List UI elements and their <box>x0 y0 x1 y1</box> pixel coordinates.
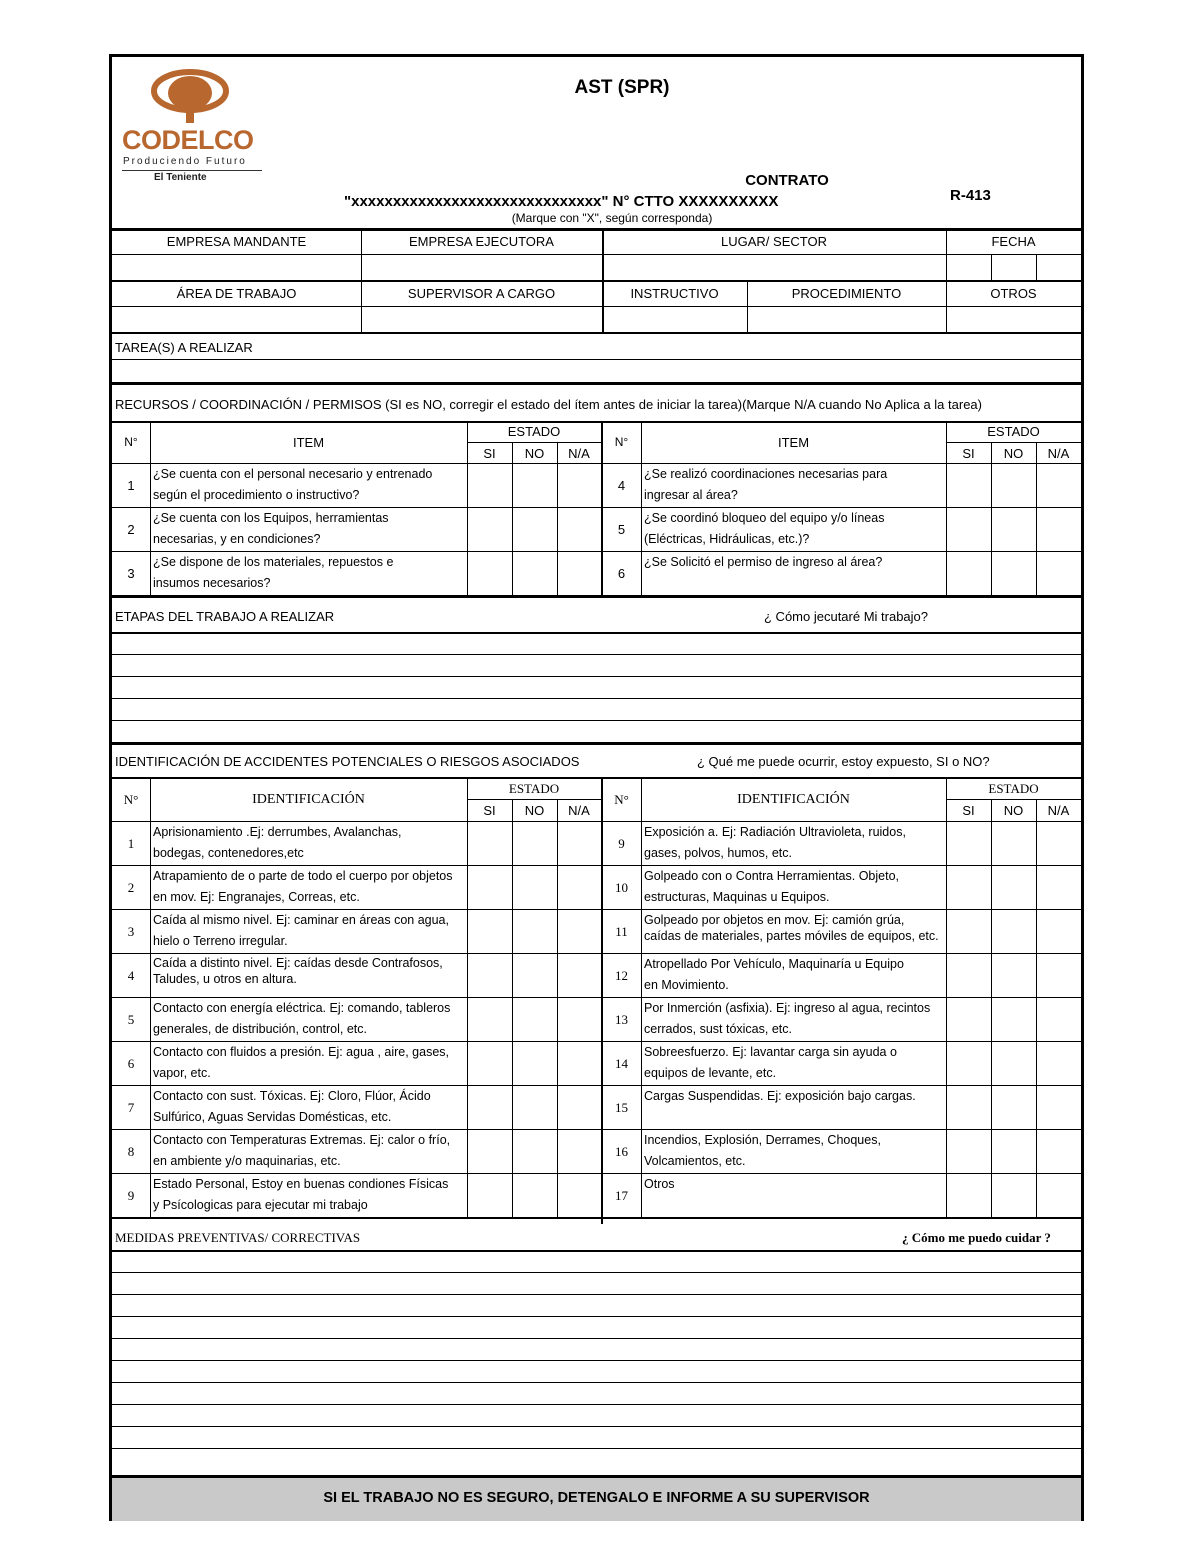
footer-warning-bar <box>112 1475 1081 1521</box>
etapa-line-field[interactable] <box>112 655 1081 676</box>
riesgo-row-text: Exposición a. Ej: Radiación Ultravioleta, ruidos, gases, polvos, humos, etc. <box>644 825 906 860</box>
label-otros: OTROS <box>990 286 1037 301</box>
recursos-row-text: ¿Se realizó coordinaciones necesarias para ingresar al área? <box>644 467 888 502</box>
riesgo-row-number: 7 <box>127 1100 135 1115</box>
recursos-5-na-checkbox[interactable] <box>1037 508 1081 551</box>
riesgos-col-na-left: N/A <box>568 803 590 818</box>
logo-tagline: Produciendo Futuro <box>123 156 247 167</box>
riesgo-row-text: Golpeado con o Contra Herramientas. Objeto, estructuras, Maquinas u Equipos. <box>644 869 899 904</box>
recursos-4-na-checkbox[interactable] <box>1037 464 1081 507</box>
riesgo-row-text: Caída al mismo nivel. Ej: caminar en áreas con agua, hielo o Terreno irregular. <box>153 913 449 948</box>
etapa-line-field[interactable] <box>112 677 1081 698</box>
recursos-6-si-checkbox[interactable] <box>947 552 991 595</box>
label-procedimiento: PROCEDIMIENTO <box>791 286 902 301</box>
riesgo-row-number: 13 <box>615 1012 628 1027</box>
riesgo-row-text: Estado Personal, Estoy en buenas condiones Físicas y Psícologicas para ejecutar mi trabajo <box>153 1177 449 1212</box>
tareas-label: TAREA(S) A REALIZAR <box>115 340 253 355</box>
riesgos-col-na-right: N/A <box>1047 803 1070 818</box>
riesgo-row-number: 3 <box>127 924 135 939</box>
riesgo-row-number: 1 <box>127 836 135 851</box>
recursos-col-item-left: ITEM <box>292 435 325 450</box>
riesgo-row-number: 2 <box>127 880 135 895</box>
riesgos-col-si-right: SI <box>962 803 975 818</box>
etapas-question: ¿ Cómo jecutaré Mi trabajo? <box>764 609 929 624</box>
riesgos-right-checkbox-area[interactable] <box>947 822 1081 1217</box>
label-lugar-sector: LUGAR/ SECTOR <box>721 234 827 249</box>
riesgos-question: ¿ Qué me puede ocurrir, estoy expuesto, SI o NO? <box>697 754 990 769</box>
riesgo-row-number: 9 <box>127 1188 135 1203</box>
etapa-line-field[interactable] <box>112 634 1081 654</box>
recursos-1-no-checkbox[interactable] <box>513 464 557 507</box>
marking-instruction: (Marque con "X", según corresponda) <box>511 211 713 225</box>
riesgo-row-text: Contacto con energía eléctrica. Ej: comando, tableros generales, de distribución, control, etc. <box>153 1001 451 1036</box>
recursos-3-no-checkbox[interactable] <box>513 552 557 595</box>
lugar-sector-field[interactable] <box>604 255 946 280</box>
riesgo-row-number: 6 <box>127 1056 135 1071</box>
recursos-1-si-checkbox[interactable] <box>468 464 512 507</box>
empresa-mandante-field[interactable] <box>112 255 361 280</box>
footer-warning: SI EL TRABAJO NO ES SEGURO, DETENGALO E INFORME A SU SUPERVISOR <box>323 1490 870 1506</box>
label-supervisor: SUPERVISOR A CARGO <box>407 286 556 301</box>
recursos-row-text: ¿Se cuenta con los Equipos, herramientas necesarias, y en condiciones? <box>153 511 389 546</box>
riesgos-col-estado-left: ESTADO <box>508 781 560 796</box>
riesgos-col-estado-right: ESTADO <box>988 781 1039 796</box>
label-empresa-ejecutora: EMPRESA EJECUTORA <box>409 234 554 249</box>
logo-name: CODELCO <box>122 125 254 155</box>
instructivo-field[interactable] <box>604 307 747 332</box>
riesgo-row-text: Caída a distinto nivel. Ej: caídas desde Contrafosos, Taludes, u otros en altura. <box>153 956 443 986</box>
medidas-title: MEDIDAS PREVENTIVAS/ CORRECTIVAS <box>115 1230 361 1245</box>
recursos-2-na-checkbox[interactable] <box>558 508 601 551</box>
recursos-col-na-left: N/A <box>568 446 590 461</box>
riesgo-row-number: 5 <box>127 1012 135 1027</box>
riesgo-row-text: Contacto con fluidos a presión. Ej: agua , aire, gases, vapor, etc. <box>153 1045 450 1080</box>
riesgo-row-number: 15 <box>615 1100 628 1115</box>
recursos-2-no-checkbox[interactable] <box>513 508 557 551</box>
recursos-4-si-checkbox[interactable] <box>947 464 991 507</box>
recursos-row-text: ¿Se cuenta con el personal necesario y entrenado según el procedimiento o instructivo? <box>153 467 433 502</box>
recursos-4-no-checkbox[interactable] <box>992 464 1036 507</box>
riesgos-title: IDENTIFICACIÓN DE ACCIDENTES POTENCIALES O RIESGOS ASOCIADOS <box>115 754 580 769</box>
riesgo-row-text: Atrapamiento de o parte de todo el cuerpo por objetos en mov. Ej: Engranajes, Correas, etc. <box>153 869 453 904</box>
riesgo-row-text: Contacto con sust. Tóxicas. Ej: Cloro, Flúor, Ácido Sulfúrico, Aguas Servidas Domésticas, etc. <box>153 1089 431 1124</box>
area-trabajo-field[interactable] <box>112 307 361 332</box>
recursos-row-number: 2 <box>127 522 135 537</box>
medidas-lines-field[interactable] <box>112 1252 1081 1475</box>
otros-field[interactable] <box>947 307 1081 332</box>
fecha-year-field[interactable] <box>1037 255 1081 280</box>
recursos-row-number: 3 <box>127 566 135 581</box>
riesgo-row-number: 8 <box>127 1144 135 1159</box>
form-title: AST (SPR) <box>574 77 670 98</box>
recursos-col-si-left: SI <box>483 446 496 461</box>
contrato-label: CONTRATO <box>745 172 829 189</box>
recursos-col-no-left: NO <box>524 446 545 461</box>
supervisor-field[interactable] <box>362 307 602 332</box>
riesgos-left-checkbox-area[interactable] <box>468 822 601 1217</box>
recursos-title: RECURSOS / COORDINACIÓN / PERMISOS (SI es NO, corregir el estado del ítem antes de iniciar la tarea)(Marque N/A cuando No Aplica a la tarea) <box>115 397 982 412</box>
riesgos-col-n-left: N° <box>123 792 139 807</box>
etapa-line-field[interactable] <box>112 721 1081 742</box>
codelco-logo <box>122 67 282 182</box>
recursos-row-number: 5 <box>617 522 626 537</box>
riesgos-col-no-left: NO <box>524 803 545 818</box>
riesgo-row-number: 16 <box>615 1144 628 1159</box>
recursos-col-estado-right: ESTADO <box>987 424 1040 439</box>
riesgo-row-text: Aprisionamiento .Ej: derrumbes, Avalanchas, bodegas, contenedores,etc <box>153 825 402 860</box>
etapa-line-field[interactable] <box>112 699 1081 720</box>
riesgos-col-ident-left: IDENTIFICACIÓN <box>252 792 365 807</box>
riesgo-row-number: 14 <box>615 1056 628 1071</box>
riesgo-row-text: Cargas Suspendidas. Ej: exposición bajo cargas. <box>644 1089 916 1103</box>
recursos-6-no-checkbox[interactable] <box>992 552 1036 595</box>
logo-division: El Teniente <box>154 172 207 183</box>
recursos-6-na-checkbox[interactable] <box>1037 552 1081 595</box>
etapas-title: ETAPAS DEL TRABAJO A REALIZAR <box>115 609 335 624</box>
riesgo-row-number: 4 <box>127 968 135 983</box>
empresa-ejecutora-field[interactable] <box>362 255 602 280</box>
recursos-2-si-checkbox[interactable] <box>468 508 512 551</box>
recursos-row-number: 1 <box>127 478 135 493</box>
recursos-5-no-checkbox[interactable] <box>992 508 1036 551</box>
riesgo-row-number: 9 <box>618 836 625 851</box>
riesgo-row-text: Atropellado Por Vehículo, Maquinaría u Equipo en Movimiento. <box>644 957 904 992</box>
riesgo-row-text: Otros <box>644 1177 675 1191</box>
recursos-col-na-right: N/A <box>1047 446 1070 461</box>
recursos-row-text: ¿Se Solicitó el permiso de ingreso al área? <box>644 555 883 569</box>
riesgos-col-ident-right: IDENTIFICACIÓN <box>737 792 850 807</box>
riesgo-row-number: 12 <box>615 968 628 983</box>
codelco-emblem-icon <box>122 67 282 127</box>
recursos-row-number: 6 <box>617 566 626 581</box>
label-instructivo: INSTRUCTIVO <box>630 286 719 301</box>
procedimiento-field[interactable] <box>748 307 946 332</box>
recursos-col-n-right: N° <box>614 435 629 449</box>
ast-form <box>109 54 1084 1521</box>
tareas-field[interactable] <box>112 360 1081 382</box>
recursos-3-si-checkbox[interactable] <box>468 552 512 595</box>
recursos-col-n-left: N° <box>124 435 138 449</box>
label-fecha: FECHA <box>991 234 1036 249</box>
riesgo-row-number: 11 <box>615 924 628 939</box>
recursos-row-number: 4 <box>617 478 626 493</box>
riesgo-row-number: 10 <box>615 880 628 895</box>
recursos-col-si-right: SI <box>962 446 975 461</box>
riesgo-row-number: 17 <box>615 1188 628 1203</box>
recursos-row-text: ¿Se dispone de los materiales, repuestos e insumos necesarios? <box>153 555 394 590</box>
riesgo-row-text: Golpeado por objetos en mov. Ej: camión grúa, caídas de materiales, partes móviles de equipos, etc. <box>644 913 939 943</box>
fecha-day-field[interactable] <box>947 255 991 280</box>
form-code: R-413 <box>950 187 991 204</box>
riesgo-row-text: Sobreesfuerzo. Ej: lavantar carga sin ayuda o equipos de levante, etc. <box>644 1045 897 1080</box>
label-area-trabajo: ÁREA DE TRABAJO <box>176 286 297 301</box>
riesgo-row-text: Por Inmerción (asfixia). Ej: ingreso al agua, recintos cerrados, sust tóxicas, etc. <box>644 1001 931 1036</box>
recursos-col-estado-left: ESTADO <box>507 424 561 439</box>
medidas-question: ¿ Cómo me puedo cuidar ? <box>902 1230 1051 1245</box>
recursos-1-na-checkbox[interactable] <box>558 464 601 507</box>
recursos-col-no-right: NO <box>1003 446 1024 461</box>
recursos-row-text: ¿Se coordinó bloqueo del equipo y/o líneas (Eléctricas, Hidráulicas, etc.)? <box>644 511 885 546</box>
label-empresa-mandante: EMPRESA MANDANTE <box>166 234 307 249</box>
recursos-col-item-right: ITEM <box>777 435 810 450</box>
recursos-3-na-checkbox[interactable] <box>558 552 601 595</box>
recursos-5-si-checkbox[interactable] <box>947 508 991 551</box>
riesgos-col-si-left: SI <box>483 803 496 818</box>
riesgos-col-n-right: N° <box>614 792 629 807</box>
riesgo-row-text: Contacto con Temperaturas Extremas. Ej: calor o frío, en ambiente y/o maquinarias, etc. <box>153 1133 451 1168</box>
riesgos-col-no-right: NO <box>1003 803 1024 818</box>
riesgo-row-text: Incendios, Explosión, Derrames, Choques, Volcamientos, etc. <box>644 1133 881 1168</box>
contrato-value: "xxxxxxxxxxxxxxxxxxxxxxxxxxxxxx" N° CTTO XXXXXXXXXX <box>344 193 779 210</box>
fecha-month-field[interactable] <box>992 255 1036 280</box>
